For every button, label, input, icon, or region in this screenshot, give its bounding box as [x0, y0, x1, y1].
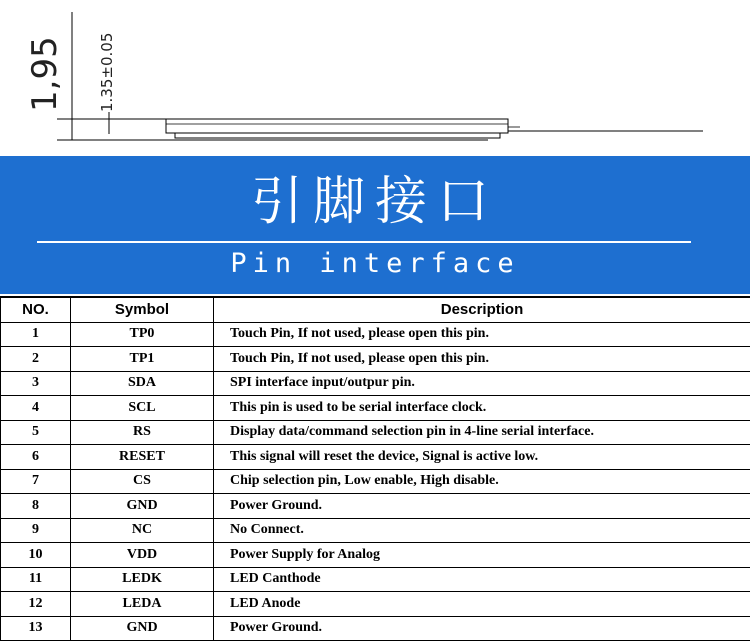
pin-symbol-cell: GND — [71, 494, 214, 519]
pin-symbol-cell: NC — [71, 518, 214, 543]
pin-number-cell: 10 — [1, 543, 71, 568]
column-header-no: NO. — [1, 297, 71, 322]
pin-description-cell: Power Supply for Analog — [214, 543, 750, 568]
table-row — [1, 396, 750, 421]
side-view-drawing — [0, 0, 750, 156]
table-row — [1, 420, 750, 445]
pin-number-cell: 7 — [1, 469, 71, 494]
pin-symbol-cell: SDA — [71, 371, 214, 396]
table-row — [1, 322, 750, 347]
pin-symbol-cell: VDD — [71, 543, 214, 568]
panel-body — [166, 119, 508, 133]
pin-number-cell: 4 — [1, 396, 71, 421]
dimension-thickness-label: 1.35±0.05 — [98, 33, 116, 112]
table-row — [1, 616, 750, 641]
pin-number-cell: 5 — [1, 420, 71, 445]
pin-description-cell: LED Canthode — [214, 567, 750, 592]
table-row — [1, 469, 750, 494]
table-row — [1, 347, 750, 372]
pin-description-cell: This pin is used to be serial interface clock. — [214, 396, 750, 421]
banner-title: 引脚接口 — [0, 166, 750, 238]
table-row — [1, 567, 750, 592]
pin-symbol-cell: RESET — [71, 445, 214, 470]
pin-symbol-cell: RS — [71, 420, 214, 445]
pin-symbol-cell: TP0 — [71, 322, 214, 347]
table-row — [1, 518, 750, 543]
section-banner — [0, 156, 750, 294]
pin-number-cell: 8 — [1, 494, 71, 519]
pin-symbol-cell: LEDK — [71, 567, 214, 592]
pin-number-cell: 3 — [1, 371, 71, 396]
pin-number-cell: 1 — [1, 322, 71, 347]
banner-divider — [37, 241, 691, 243]
pin-description-cell: Touch Pin, If not used, please open this pin. — [214, 347, 750, 372]
pin-symbol-cell: LEDA — [71, 592, 214, 617]
table-row — [1, 371, 750, 396]
pin-symbol-cell: CS — [71, 469, 214, 494]
pin-number-cell: 13 — [1, 616, 71, 641]
pin-description-cell: Touch Pin, If not used, please open this pin. — [214, 322, 750, 347]
pin-description-cell: Display data/command selection pin in 4-line serial interface. — [214, 420, 750, 445]
panel-bottom-glass — [175, 133, 500, 138]
pin-number-cell: 9 — [1, 518, 71, 543]
table-header-row — [1, 297, 750, 322]
column-header-description: Description — [214, 297, 750, 322]
pin-number-cell: 11 — [1, 567, 71, 592]
pin-description-cell: Chip selection pin, Low enable, High disable. — [214, 469, 750, 494]
pin-description-cell: LED Anode — [214, 592, 750, 617]
table-row — [1, 543, 750, 568]
pin-table — [0, 296, 750, 641]
pin-number-cell: 2 — [1, 347, 71, 372]
pin-description-cell: This signal will reset the device, Signal is active low. — [214, 445, 750, 470]
pin-number-cell: 6 — [1, 445, 71, 470]
column-header-symbol: Symbol — [71, 297, 214, 322]
banner-subtitle: Pin interface — [0, 244, 750, 284]
dimension-total-label: 1,95 — [25, 36, 65, 112]
table-row — [1, 592, 750, 617]
pin-description-cell: Power Ground. — [214, 616, 750, 641]
pin-symbol-cell: TP1 — [71, 347, 214, 372]
pin-symbol-cell: GND — [71, 616, 214, 641]
table-row — [1, 494, 750, 519]
table-row — [1, 445, 750, 470]
pin-description-cell: SPI interface input/outpur pin. — [214, 371, 750, 396]
pin-symbol-cell: SCL — [71, 396, 214, 421]
pin-description-cell: No Connect. — [214, 518, 750, 543]
pin-number-cell: 12 — [1, 592, 71, 617]
pin-description-cell: Power Ground. — [214, 494, 750, 519]
